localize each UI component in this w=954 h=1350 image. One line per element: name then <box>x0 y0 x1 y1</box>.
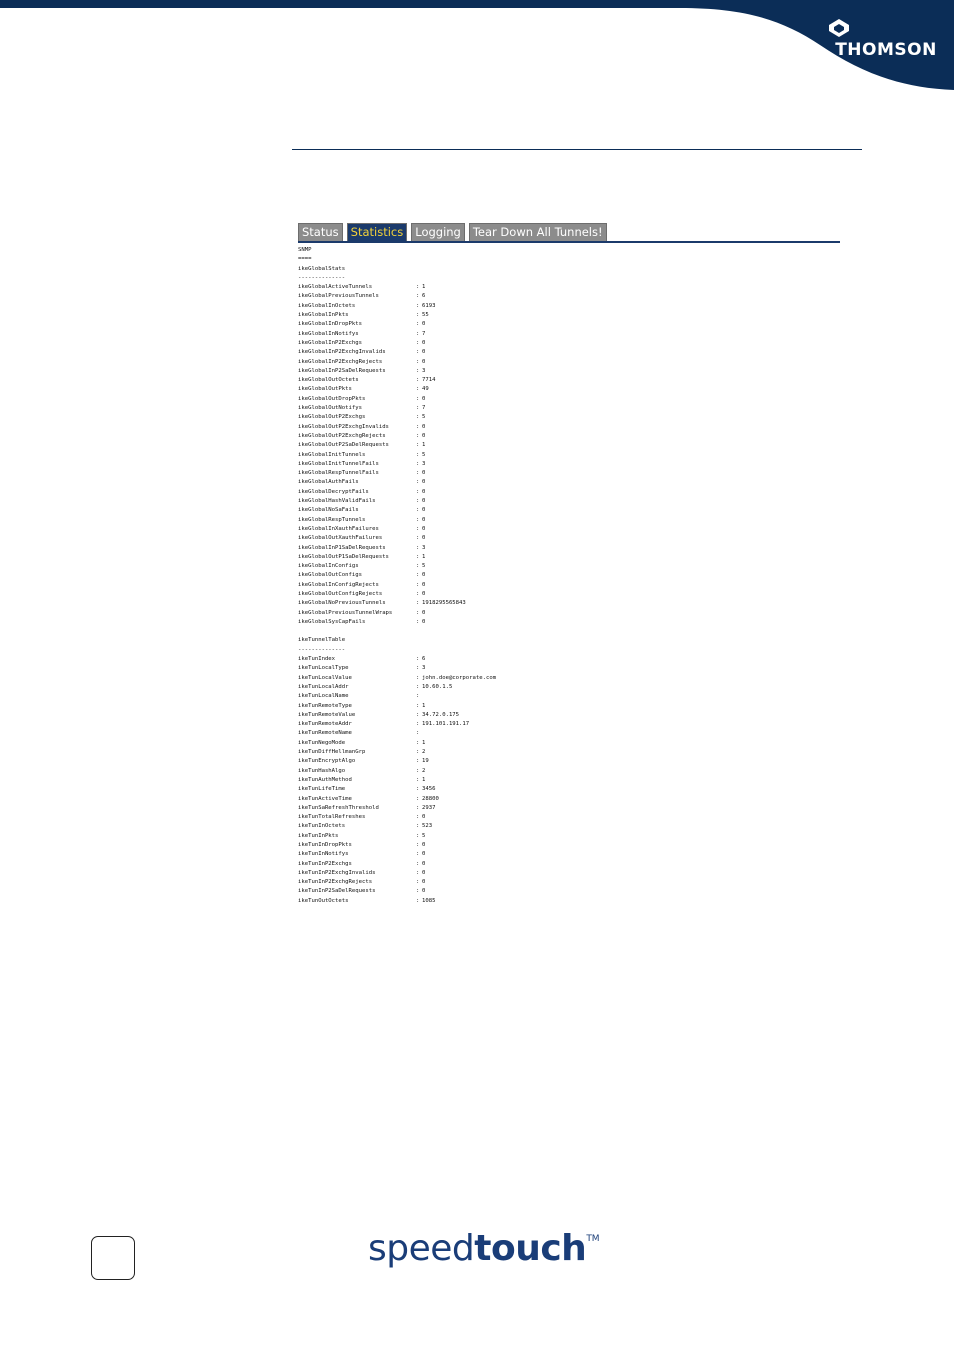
stat-value: 1085 <box>422 897 436 904</box>
stat-value: 0 <box>422 432 426 439</box>
tab-statistics[interactable]: Statistics <box>347 223 408 241</box>
stat-name: ikeGlobalNoPreviousTunnels <box>298 600 386 607</box>
stat-name: ikeTunIndex <box>298 656 336 663</box>
stat-value: 0 <box>422 395 426 402</box>
stat-value: 19 <box>422 758 429 765</box>
stat-value: 0 <box>422 470 426 477</box>
stat-value: 0 <box>422 618 426 625</box>
stat-name: ikeTunRemoteName <box>298 730 352 737</box>
stat-separator: : <box>416 600 420 607</box>
stat-value: 5 <box>422 414 426 421</box>
global-stat-row <box>298 395 840 404</box>
stat-name: ikeGlobalInP1SaDelRequests <box>298 544 386 551</box>
stat-value: 0 <box>422 349 426 356</box>
logo-trademark: TM <box>586 1234 600 1244</box>
stat-separator: : <box>416 823 420 830</box>
stat-name: ikeGlobalOutConfigRejects <box>298 590 383 597</box>
global-stat-row <box>298 451 840 460</box>
stat-separator: : <box>416 888 420 895</box>
tunnel-stat-row <box>298 674 840 683</box>
stat-value: 1 <box>422 776 426 783</box>
global-stat-row <box>298 618 840 627</box>
stat-name: ikeTunHashAlgo <box>298 767 346 774</box>
stat-name: ikeTunTotalRefreshes <box>298 814 366 821</box>
stat-separator: : <box>416 860 420 867</box>
stat-name: ikeTunEncryptAlgo <box>298 758 356 765</box>
global-stat-row <box>298 562 840 571</box>
stat-separator: : <box>416 321 420 328</box>
stat-value: 1 <box>422 553 426 560</box>
stat-separator: : <box>416 377 420 384</box>
stat-name: ikeTunInP2Exchgs <box>298 860 352 867</box>
stat-separator: : <box>416 423 420 430</box>
stat-value: 0 <box>422 814 426 821</box>
global-stat-row <box>298 609 840 618</box>
stat-value: 10.60.1.5 <box>422 683 453 690</box>
stat-name: ikeGlobalInP2Exchgs <box>298 339 362 346</box>
statistics-screenshot <box>298 222 840 912</box>
stat-value: 0 <box>422 479 426 486</box>
tab-underline <box>298 241 840 243</box>
stat-name: ikeGlobalInP2SaDelRequests <box>298 367 386 374</box>
global-stat-row <box>298 348 840 357</box>
stat-name: ikeGlobalOutP2Exchgs <box>298 414 366 421</box>
stat-name: ikeTunLocalName <box>298 693 349 700</box>
stat-name: ikeTunInP2ExchgInvalids <box>298 869 376 876</box>
stat-separator: : <box>416 349 420 356</box>
stat-value: 5 <box>422 451 426 458</box>
stat-value: 2 <box>422 767 426 774</box>
stat-separator: : <box>416 358 420 365</box>
stats-title-underline: ==== <box>298 256 312 263</box>
stat-name: ikeTunInNotifys <box>298 851 349 858</box>
stat-separator: : <box>416 711 420 718</box>
stat-value: 2 <box>422 749 426 756</box>
stat-name: ikeTunLocalType <box>298 665 349 672</box>
stat-separator: : <box>416 414 420 421</box>
stat-value: 1 <box>422 739 426 746</box>
stat-value: 3456 <box>422 786 436 793</box>
global-stat-row <box>298 590 840 599</box>
stat-value: 1 <box>422 284 426 291</box>
stat-name: ikeGlobalOutNotifys <box>298 405 362 412</box>
header-band <box>0 0 954 100</box>
stat-name: ikeGlobalInXauthFailures <box>298 525 379 532</box>
tunnel-stat-row <box>298 692 840 701</box>
global-stat-row <box>298 311 840 320</box>
stat-value: 0 <box>422 609 426 616</box>
stat-name: ikeGlobalRespTunnels <box>298 516 366 523</box>
tunnel-stat-row <box>298 832 840 841</box>
stat-name: ikeGlobalOutDropPkts <box>298 395 366 402</box>
stat-value: 5 <box>422 563 426 570</box>
stat-separator: : <box>416 609 420 616</box>
stat-separator: : <box>416 879 420 886</box>
stat-separator: : <box>416 293 420 300</box>
global-stats-underline: -------------- <box>298 274 346 281</box>
global-stat-row <box>298 488 840 497</box>
stat-name: ikeGlobalDecryptFails <box>298 488 369 495</box>
global-stat-row <box>298 571 840 580</box>
global-stat-row <box>298 599 840 608</box>
stat-separator: : <box>416 525 420 532</box>
stat-value: 2937 <box>422 804 436 811</box>
tunnel-stat-row <box>298 869 840 878</box>
stat-name: ikeTunAuthMethod <box>298 776 352 783</box>
tunnel-stat-row <box>298 804 840 813</box>
stat-separator: : <box>416 302 420 309</box>
stat-separator: : <box>416 749 420 756</box>
stat-separator: : <box>416 832 420 839</box>
stat-separator: : <box>416 544 420 551</box>
stat-value: 0 <box>422 507 426 514</box>
stat-name: ikeGlobalInConfigs <box>298 563 359 570</box>
brand-name: THOMSON <box>835 40 937 60</box>
stat-name: ikeGlobalPreviousTunnelWraps <box>298 609 393 616</box>
tunnel-stat-row <box>298 664 840 673</box>
stat-name: ikeTunSaRefreshThreshold <box>298 804 379 811</box>
stat-separator: : <box>416 804 420 811</box>
stat-value: 0 <box>422 888 426 895</box>
stat-separator: : <box>416 405 420 412</box>
global-stat-row <box>298 385 840 394</box>
stat-separator: : <box>416 851 420 858</box>
global-stats-heading: ikeGlobalStats <box>298 265 346 272</box>
stat-value: 1 <box>422 702 426 709</box>
stat-name: ikeTunDiffHellmanGrp <box>298 749 366 756</box>
tunnel-stat-row <box>298 702 840 711</box>
stat-name: ikeGlobalHashValidFails <box>298 498 376 505</box>
tunnel-stat-row <box>298 887 840 896</box>
tunnel-stat-row <box>298 795 840 804</box>
stat-name: ikeGlobalOutP2ExchgInvalids <box>298 423 389 430</box>
tunnel-stat-row <box>298 720 840 729</box>
tunnel-stat-row <box>298 850 840 859</box>
stat-name: ikeTunInP2ExchgRejects <box>298 879 373 886</box>
stat-name: ikeGlobalInitTunnelFails <box>298 460 379 467</box>
stat-value: 7 <box>422 330 426 337</box>
stat-separator: : <box>416 470 420 477</box>
stat-name: ikeTunRemoteAddr <box>298 721 352 728</box>
stat-name: ikeGlobalPreviousTunnels <box>298 293 379 300</box>
global-stat-row <box>298 516 840 525</box>
global-stat-row <box>298 544 840 553</box>
stat-separator: : <box>416 284 420 291</box>
stat-name: ikeGlobalOutPkts <box>298 386 352 393</box>
global-stat-row <box>298 320 840 329</box>
stat-name: ikeTunLifeTime <box>298 786 346 793</box>
stat-separator: : <box>416 442 420 449</box>
stat-separator: : <box>416 386 420 393</box>
global-stat-row <box>298 302 840 311</box>
stat-value: 0 <box>422 842 426 848</box>
stat-separator: : <box>416 535 420 542</box>
stat-value: 6 <box>422 656 426 663</box>
stat-separator: : <box>416 869 420 876</box>
global-stat-row <box>298 478 840 487</box>
stat-separator: : <box>416 395 420 402</box>
header-rule <box>292 149 862 150</box>
stat-separator: : <box>416 786 420 793</box>
stat-value: 49 <box>422 386 429 393</box>
global-stat-row <box>298 283 840 292</box>
stat-name: ikeTunInOctets <box>298 823 346 830</box>
stat-name: ikeGlobalOutConfigs <box>298 572 362 579</box>
tunnel-stat-row <box>298 897 840 906</box>
stat-separator: : <box>416 721 420 728</box>
stat-separator: : <box>416 674 420 681</box>
stat-name: ikeTunNegoMode <box>298 739 346 746</box>
stat-separator: : <box>416 507 420 514</box>
stat-value: 0 <box>422 423 426 430</box>
stat-name: ikeGlobalInP2ExchgRejects <box>298 358 383 365</box>
stat-value: 7 <box>422 405 426 412</box>
stat-separator: : <box>416 693 420 700</box>
global-stat-row <box>298 404 840 413</box>
stat-value: 0 <box>422 572 426 579</box>
tunnel-stat-row <box>298 860 840 869</box>
tab-tear-down-all-tunnels[interactable]: Tear Down All Tunnels! <box>469 223 607 241</box>
stat-separator: : <box>416 581 420 588</box>
tunnel-stat-row <box>298 655 840 664</box>
stat-value: 0 <box>422 498 426 505</box>
stat-name: ikeTunLocalAddr <box>298 683 349 690</box>
logo-touch-text: touch <box>474 1228 587 1269</box>
stat-separator: : <box>416 776 420 783</box>
global-stat-row <box>298 441 840 450</box>
tunnel-stat-row <box>298 785 840 794</box>
stat-name: ikeGlobalInConfigRejects <box>298 581 379 588</box>
stat-name: ikeGlobalOutP2SaDelRequests <box>298 442 389 449</box>
stat-name: ikeTunOutOctets <box>298 897 349 904</box>
stat-value: 0 <box>422 535 426 542</box>
stat-name: ikeGlobalOutP1SaDelRequests <box>298 553 389 560</box>
stat-value: 0 <box>422 590 426 597</box>
stat-separator: : <box>416 451 420 458</box>
thomson-mark-icon <box>828 18 850 38</box>
stat-value: 6193 <box>422 302 436 309</box>
stat-separator: : <box>416 683 420 690</box>
stat-separator: : <box>416 739 420 746</box>
global-stat-row <box>298 506 840 515</box>
stat-value: 0 <box>422 869 426 876</box>
stat-separator: : <box>416 730 420 737</box>
stat-name: ikeGlobalInP2ExchgInvalids <box>298 349 386 356</box>
stat-name: ikeGlobalSysCapFails <box>298 618 366 625</box>
tunnel-stat-row <box>298 822 840 831</box>
stat-name: ikeGlobalInPkts <box>298 312 349 319</box>
stat-value: 0 <box>422 851 426 858</box>
stat-value: 0 <box>422 581 426 588</box>
stat-name: ikeGlobalRespTunnelFails <box>298 470 379 477</box>
global-stat-row <box>298 367 840 376</box>
stat-separator: : <box>416 758 420 765</box>
tunnel-stat-row <box>298 683 840 692</box>
stat-name: ikeTunInP2SaDelRequests <box>298 888 376 895</box>
stat-value: 0 <box>422 879 426 886</box>
global-stat-row <box>298 376 840 385</box>
stat-separator: : <box>416 563 420 570</box>
stat-name: ikeTunInDropPkts <box>298 842 352 848</box>
stat-value: 0 <box>422 358 426 365</box>
stat-value: 28800 <box>422 795 439 802</box>
stat-name: ikeGlobalNoSaFails <box>298 507 359 514</box>
global-stats-list <box>298 283 840 627</box>
stat-value: 6 <box>422 293 426 300</box>
section-gap <box>298 627 840 636</box>
stat-value: 3 <box>422 665 426 672</box>
stat-separator: : <box>416 665 420 672</box>
page-number-box <box>91 1236 135 1280</box>
tunnel-stat-row <box>298 767 840 776</box>
stat-separator: : <box>416 795 420 802</box>
stat-value: 191.101.191.17 <box>422 721 470 728</box>
global-stat-row <box>298 553 840 562</box>
tunnel-stat-row <box>298 729 840 738</box>
tunnel-stat-row <box>298 841 840 850</box>
stat-value: 5 <box>422 832 426 839</box>
stat-value: 523 <box>422 823 433 830</box>
tunnel-table-underline: -------------- <box>298 646 346 653</box>
stat-name: ikeGlobalInNotifys <box>298 330 359 337</box>
stat-value: 3 <box>422 460 426 467</box>
stat-name: ikeGlobalOutP2ExchgRejects <box>298 432 386 439</box>
stat-separator: : <box>416 367 420 374</box>
stat-separator: : <box>416 572 420 579</box>
stat-value: 34.72.0.175 <box>422 711 460 718</box>
stat-separator: : <box>416 330 420 337</box>
stat-value: john.doe@corporate.com <box>422 674 497 681</box>
stat-separator: : <box>416 897 420 904</box>
tunnel-stat-row <box>298 813 840 822</box>
header-swoosh <box>0 0 954 100</box>
stats-output <box>298 246 840 906</box>
stat-separator: : <box>416 516 420 523</box>
stat-value: 3 <box>422 367 426 374</box>
global-stat-row <box>298 525 840 534</box>
stat-separator: : <box>416 339 420 346</box>
global-stat-row <box>298 423 840 432</box>
stat-separator: : <box>416 312 420 319</box>
global-stat-row <box>298 534 840 543</box>
stat-value: 3 <box>422 544 426 551</box>
stat-value: 0 <box>422 860 426 867</box>
stat-value: 1918295565843 <box>422 600 466 607</box>
stat-value: 0 <box>422 525 426 532</box>
stat-value: 0 <box>422 488 426 495</box>
stat-name: ikeGlobalInDropPkts <box>298 321 362 328</box>
stat-name: ikeGlobalAuthFails <box>298 479 359 486</box>
global-stat-row <box>298 413 840 422</box>
stats-title: SNMP <box>298 247 312 253</box>
stat-value: 55 <box>422 312 429 319</box>
tunnel-stat-row <box>298 776 840 785</box>
global-stat-row <box>298 358 840 367</box>
global-stat-row <box>298 460 840 469</box>
stat-value: 1 <box>422 442 426 449</box>
stat-name: ikeGlobalActiveTunnels <box>298 284 373 291</box>
stat-separator: : <box>416 553 420 560</box>
stat-separator: : <box>416 498 420 505</box>
stat-separator: : <box>416 460 420 467</box>
stat-separator: : <box>416 656 420 663</box>
tunnel-table-heading: ikeTunnelTable <box>298 637 346 644</box>
stat-separator: : <box>416 432 420 439</box>
global-stat-row <box>298 432 840 441</box>
stat-separator: : <box>416 814 420 821</box>
stat-name: ikeTunRemoteValue <box>298 711 356 718</box>
stat-name: ikeGlobalOutOctets <box>298 377 359 384</box>
stat-value: 0 <box>422 321 426 328</box>
stat-separator: : <box>416 488 420 495</box>
tunnel-stat-row <box>298 878 840 887</box>
stat-name: ikeGlobalInOctets <box>298 302 356 309</box>
thomson-logo <box>828 18 944 60</box>
stat-separator: : <box>416 767 420 774</box>
global-stat-row <box>298 581 840 590</box>
stat-name: ikeTunInPkts <box>298 832 339 839</box>
tunnel-table-list <box>298 655 840 906</box>
tunnel-stat-row <box>298 757 840 766</box>
stat-name: ikeTunLocalValue <box>298 674 352 681</box>
global-stat-row <box>298 292 840 301</box>
stat-name: ikeGlobalOutXauthFailures <box>298 535 383 542</box>
stat-separator: : <box>416 842 420 848</box>
stat-separator: : <box>416 479 420 486</box>
stat-value: 7714 <box>422 377 436 384</box>
stat-name: ikeGlobalInitTunnels <box>298 451 366 458</box>
global-stat-row <box>298 339 840 348</box>
tab-status[interactable]: Status <box>298 223 343 241</box>
global-stat-row <box>298 469 840 478</box>
tab-logging[interactable]: Logging <box>411 223 465 241</box>
speedtouch-logo <box>368 1228 600 1278</box>
tunnel-stat-row <box>298 711 840 720</box>
stat-name: ikeTunActiveTime <box>298 795 352 802</box>
global-stat-row <box>298 330 840 339</box>
stat-value: 0 <box>422 516 426 523</box>
stat-separator: : <box>416 702 420 709</box>
tab-bar <box>298 222 840 241</box>
stat-separator: : <box>416 590 420 597</box>
logo-speed-text: speed <box>368 1228 475 1269</box>
stat-value: 0 <box>422 339 426 346</box>
tunnel-stat-row <box>298 739 840 748</box>
stat-separator: : <box>416 618 420 625</box>
tunnel-stat-row <box>298 748 840 757</box>
global-stat-row <box>298 497 840 506</box>
stat-name: ikeTunRemoteType <box>298 702 352 709</box>
